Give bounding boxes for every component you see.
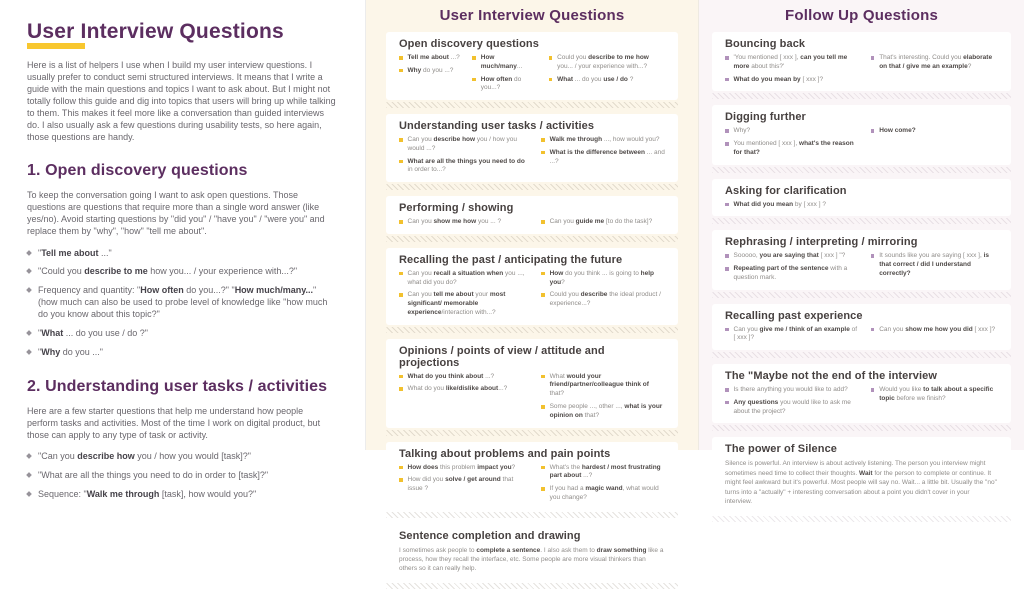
bullet-marker-icon bbox=[725, 267, 729, 271]
card-heading: Bouncing back bbox=[725, 38, 806, 50]
card-columns bbox=[725, 127, 998, 157]
card-block bbox=[712, 437, 1011, 521]
card-column bbox=[725, 201, 998, 210]
bullet-marker-icon bbox=[399, 478, 403, 482]
card-column bbox=[399, 270, 529, 318]
bullet-marker-icon bbox=[541, 487, 545, 491]
question-text: How do you think ... is going to help you? bbox=[549, 269, 655, 286]
bullet-marker-icon bbox=[399, 138, 403, 142]
hatch-divider bbox=[386, 184, 678, 190]
middle-page-title-wrap bbox=[386, 7, 678, 25]
question-bullet bbox=[549, 76, 665, 85]
bullet-marker-icon bbox=[725, 388, 729, 392]
card-heading: Asking for clarification bbox=[725, 184, 847, 197]
card-block bbox=[386, 442, 678, 518]
card-paragraph: I sometimes ask people to complete a sentence. I also ask them to draw something like a process, how they recall the interface, etc. Some people are more visual thinkers than others so it can really help. bbox=[399, 546, 664, 573]
question-bullet bbox=[871, 326, 998, 335]
bullet-marker-icon bbox=[26, 491, 32, 497]
bullet-marker-icon bbox=[725, 203, 729, 207]
bullet-marker-icon bbox=[399, 272, 403, 276]
question-bullet bbox=[399, 54, 460, 63]
card-column bbox=[541, 373, 665, 421]
card-heading: Recalling past experience bbox=[725, 309, 863, 322]
question-text: Can you give me / think of an example of [ xxx ]? bbox=[733, 325, 858, 342]
card-heading: Talking about problems and pain points bbox=[399, 447, 611, 460]
hatch-divider bbox=[712, 93, 1011, 99]
question-bullet bbox=[871, 127, 998, 136]
card-column bbox=[871, 127, 998, 157]
question-bullet bbox=[871, 386, 998, 404]
question-bullet bbox=[541, 291, 665, 309]
card-columns bbox=[725, 326, 998, 344]
card-columns bbox=[399, 270, 665, 318]
bullet-marker-icon bbox=[725, 401, 729, 405]
question-text: Would you like to talk about a specific topic before we finish? bbox=[879, 386, 994, 402]
bullet-marker-icon bbox=[871, 388, 875, 392]
bullet-marker-icon bbox=[26, 453, 32, 459]
hatch-divider bbox=[712, 352, 1011, 358]
bullet-marker-icon bbox=[541, 466, 545, 470]
bullet-marker-icon bbox=[541, 293, 545, 297]
card-column bbox=[541, 270, 665, 318]
question-bullet bbox=[725, 399, 859, 417]
question-text: Some people ..., other ..., what is your opinion on that? bbox=[549, 403, 663, 419]
bullet-marker-icon bbox=[549, 56, 553, 60]
left-section bbox=[27, 378, 336, 501]
card-heading: Recalling the past / anticipating the future bbox=[399, 253, 623, 266]
question-text: What did you mean by [ xxx ] ? bbox=[733, 200, 826, 208]
bullet-marker-icon bbox=[26, 472, 32, 478]
intro-paragraph: Here is a list of helpers I use when I build my user interview questions. I usually prefer to conduct semi structured interviews. It means that I write a guide with the main questions and topics I want to ask about. But I might not totally follow this guide and dig into topics that users will bring up while talking to them. This makes it feel more like a conversation than guided interviews do. I also usually ask a few questions during usability tests, so here again, those questions are handy. bbox=[27, 60, 336, 143]
question-text: How much/many... bbox=[480, 54, 523, 70]
middle-cards bbox=[386, 32, 678, 589]
card-column bbox=[399, 373, 529, 421]
card-block bbox=[712, 230, 1011, 297]
list-item bbox=[27, 248, 336, 260]
bullet-marker-icon bbox=[871, 328, 875, 332]
question-card bbox=[386, 32, 678, 100]
bullet-marker-icon bbox=[725, 56, 729, 60]
middle-page bbox=[366, 0, 699, 573]
list-item-text: "Can you describe how you / how you would [task]?" bbox=[38, 450, 251, 461]
middle-page-title bbox=[440, 7, 625, 24]
question-text: Can you tell me about your most significant/ memorable experience/interaction with...? bbox=[407, 291, 506, 316]
card-column bbox=[472, 54, 536, 93]
question-text: What is the difference between ... and ...? bbox=[549, 148, 665, 165]
question-bullet bbox=[725, 54, 859, 72]
bullet-marker-icon bbox=[725, 328, 729, 332]
question-bullet bbox=[541, 149, 665, 167]
question-bullet bbox=[541, 403, 665, 421]
section-bullets bbox=[27, 248, 336, 359]
question-text: You mentioned [ xxx ], what's the reason for that? bbox=[733, 140, 854, 156]
question-card bbox=[712, 230, 1011, 289]
bullet-marker-icon bbox=[472, 56, 476, 60]
bullet-marker-icon bbox=[725, 129, 729, 133]
hatch-divider bbox=[386, 512, 678, 518]
question-bullet bbox=[541, 218, 665, 227]
card-column bbox=[541, 136, 665, 175]
bullet-marker-icon bbox=[399, 160, 403, 164]
bullet-marker-icon bbox=[871, 129, 875, 133]
list-item-text: "Could you describe to me how you... / your experience with...?" bbox=[38, 266, 298, 277]
question-bullet bbox=[399, 291, 529, 317]
question-text: Repeating part of the sentence with a question mark. bbox=[733, 265, 848, 281]
question-bullet bbox=[725, 140, 859, 158]
question-text: It sounds like you are saying [ xxx ], is that correct / did I understand correctly? bbox=[879, 252, 990, 277]
card-columns bbox=[725, 386, 998, 416]
question-bullet bbox=[399, 218, 529, 227]
question-text: Why? bbox=[733, 127, 751, 135]
card-column bbox=[871, 252, 998, 282]
list-item bbox=[27, 470, 336, 482]
right-page-title-text: Follow Up Questions bbox=[785, 7, 938, 24]
card-heading: Performing / showing bbox=[399, 202, 514, 215]
question-bullet bbox=[399, 67, 460, 76]
question-text: How often do you...? bbox=[480, 75, 522, 92]
card-block bbox=[712, 364, 1011, 431]
question-text: What ... do you use / do ? bbox=[557, 75, 634, 83]
question-text: Is there anything you would like to add? bbox=[733, 386, 848, 394]
card-column bbox=[871, 386, 998, 416]
question-text: Why do you ...? bbox=[407, 66, 454, 74]
bullet-marker-icon bbox=[399, 220, 403, 224]
question-bullet bbox=[725, 252, 859, 261]
left-page bbox=[0, 0, 366, 499]
list-item bbox=[27, 347, 336, 359]
question-bullet bbox=[399, 136, 529, 154]
question-text: What do you mean by [ xxx ]? bbox=[733, 75, 824, 83]
page-title: User Interview Questions bbox=[27, 20, 284, 43]
card-heading: Open discovery questions bbox=[399, 38, 539, 50]
question-bullet bbox=[725, 386, 859, 395]
bullet-marker-icon bbox=[26, 269, 32, 275]
bullet-marker-icon bbox=[541, 375, 545, 379]
card-columns bbox=[399, 54, 665, 93]
question-text: Walk me through ..., how would you? bbox=[549, 136, 660, 144]
question-bullet bbox=[399, 158, 529, 176]
question-bullet bbox=[871, 54, 998, 72]
question-bullet bbox=[541, 270, 665, 288]
bullet-marker-icon bbox=[399, 466, 403, 470]
bullet-marker-icon bbox=[541, 220, 545, 224]
card-heading: Sentence completion and drawing bbox=[399, 529, 581, 542]
list-item-text: "Why do you ..." bbox=[38, 346, 103, 357]
card-column bbox=[399, 54, 460, 93]
bullet-marker-icon bbox=[541, 272, 545, 276]
bullet-marker-icon bbox=[541, 151, 545, 155]
card-block bbox=[386, 32, 678, 108]
bullet-marker-icon bbox=[541, 405, 545, 409]
card-heading: Digging further bbox=[725, 111, 806, 124]
bullet-marker-icon bbox=[725, 254, 729, 258]
question-card bbox=[386, 524, 678, 581]
question-card bbox=[712, 32, 1011, 91]
hatch-divider bbox=[712, 167, 1011, 173]
question-text: How does this problem impact you? bbox=[407, 463, 516, 471]
section-body: To keep the conversation going I want to ask open questions. Those questions are questions that require more than a single word answer (like yes/no). Avoid starting questions by "did you" / "have you" / "were you" and replace them by "why", "how" "tell me about". bbox=[27, 190, 325, 237]
list-item bbox=[27, 328, 336, 340]
question-text: Can you show me how you did [ xxx ]? bbox=[879, 325, 996, 333]
card-columns bbox=[725, 54, 998, 84]
hatch-divider bbox=[712, 516, 1011, 522]
bullet-marker-icon bbox=[26, 287, 32, 293]
card-column bbox=[399, 218, 529, 227]
card-column bbox=[725, 326, 859, 344]
list-item bbox=[27, 489, 336, 501]
question-text: Tell me about ...? bbox=[407, 54, 460, 61]
card-block bbox=[712, 32, 1011, 99]
question-bullet bbox=[871, 252, 998, 278]
question-card bbox=[712, 105, 1011, 164]
card-column bbox=[725, 386, 859, 416]
question-bullet bbox=[399, 270, 529, 288]
bullet-marker-icon bbox=[399, 293, 403, 297]
section-body: Here are a few starter questions that help me understand how people perform tasks and activities. Most of the time I work on digital product, but those can apply to any type of task or activity. bbox=[27, 405, 321, 440]
card-block bbox=[712, 179, 1011, 225]
bullet-marker-icon bbox=[26, 250, 32, 256]
question-bullet bbox=[725, 76, 859, 85]
section-heading: 1. Open discovery questions bbox=[27, 162, 248, 180]
question-bullet bbox=[549, 54, 665, 72]
question-text: How come? bbox=[879, 127, 916, 135]
question-text: Sooooo, you are saying that [ xxx ] "? bbox=[733, 252, 846, 260]
hatch-divider bbox=[386, 327, 678, 333]
card-block bbox=[386, 339, 678, 436]
question-card bbox=[386, 114, 678, 182]
hatch-divider bbox=[386, 583, 678, 589]
hatch-divider bbox=[712, 218, 1011, 224]
list-item bbox=[27, 266, 336, 278]
question-text: Could you describe to me how you... / your experience with...? bbox=[557, 54, 649, 70]
card-heading: The "Maybe not the end of the interview bbox=[725, 370, 938, 383]
question-bullet bbox=[725, 127, 859, 136]
question-bullet bbox=[541, 485, 665, 503]
card-column bbox=[399, 136, 529, 175]
question-bullet bbox=[399, 476, 529, 494]
question-text: What are all the things you need to do in order to...? bbox=[407, 157, 525, 174]
question-card bbox=[712, 304, 1011, 351]
question-bullet bbox=[725, 201, 998, 210]
question-text: Can you recall a situation when you ..., what did you do? bbox=[407, 269, 525, 286]
card-column bbox=[725, 54, 859, 84]
card-columns bbox=[399, 136, 665, 175]
question-text: If you had a magic wand, what would you change? bbox=[549, 485, 659, 501]
question-bullet bbox=[541, 136, 665, 145]
question-bullet bbox=[399, 385, 529, 394]
question-text: What do you think about ...? bbox=[407, 372, 495, 380]
question-card bbox=[386, 196, 678, 234]
bullet-marker-icon bbox=[399, 375, 403, 379]
question-text: That's interesting. Could you elaborate on that / give me an example? bbox=[879, 54, 993, 70]
hatch-divider bbox=[712, 292, 1011, 298]
question-text: Can you show me how you ... ? bbox=[407, 218, 502, 226]
question-text: Could you describe the ideal product / experience...? bbox=[549, 291, 661, 308]
card-paragraph: Silence is powerful. An interview is about actively listening. The person you interview might sometimes need time to collect their thoughts. Wait for the person to complete or continue. It might feel awkward but it's powerful. Most people will say no. Wait... a little bit. Usually the "no" turns into a "actually" + interesting conversation about a point you didn't cover in your interview. bbox=[725, 460, 997, 506]
card-column bbox=[725, 252, 859, 282]
bullet-marker-icon bbox=[541, 138, 545, 142]
question-card bbox=[386, 442, 678, 510]
section-heading: 2. Understanding user tasks / activities bbox=[27, 377, 328, 395]
list-item-text: "What ... do you use / do ?" bbox=[38, 327, 148, 338]
hatch-divider bbox=[386, 102, 678, 108]
card-block bbox=[386, 248, 678, 333]
card-block bbox=[386, 524, 678, 589]
card-column bbox=[549, 54, 665, 93]
question-bullet bbox=[399, 464, 529, 473]
bullet-marker-icon bbox=[871, 56, 875, 60]
question-text: Any questions you would like to ask me about the project? bbox=[733, 398, 851, 415]
bullet-marker-icon bbox=[472, 78, 476, 82]
card-column bbox=[871, 326, 998, 344]
card-block bbox=[386, 114, 678, 190]
left-sections bbox=[27, 162, 336, 500]
card-heading: Opinions / points of view / attitude and projections bbox=[399, 344, 605, 369]
bullet-marker-icon bbox=[399, 387, 403, 391]
question-bullet bbox=[725, 326, 859, 344]
card-column bbox=[541, 464, 665, 503]
bullet-marker-icon bbox=[26, 349, 32, 355]
question-text: What's the hardest / most frustrating part about ...? bbox=[549, 463, 661, 480]
bullet-marker-icon bbox=[725, 142, 729, 146]
bullet-marker-icon bbox=[871, 254, 875, 258]
middle-page-title-text: User Interview Questions bbox=[439, 7, 625, 24]
bullet-marker-icon bbox=[399, 69, 403, 73]
hatch-divider bbox=[386, 430, 678, 436]
question-card bbox=[712, 364, 1011, 423]
question-bullet bbox=[725, 265, 859, 283]
card-column bbox=[725, 127, 859, 157]
list-item bbox=[27, 451, 336, 463]
question-card bbox=[386, 339, 678, 428]
bullet-marker-icon bbox=[725, 78, 729, 82]
list-item-text: Sequence: "Walk me through [task], how would you?" bbox=[38, 488, 257, 499]
question-bullet bbox=[541, 373, 665, 399]
question-text: What would your friend/partner/colleague think of that? bbox=[549, 372, 649, 398]
card-column bbox=[541, 218, 665, 227]
list-item-text: "Tell me about ..." bbox=[38, 247, 112, 258]
card-heading: Rephrasing / interpreting / mirroring bbox=[725, 236, 918, 249]
question-bullet bbox=[472, 76, 536, 94]
card-heading: Understanding user tasks / activities bbox=[399, 120, 595, 133]
right-page bbox=[699, 0, 1024, 506]
question-text: What do you like/dislike about...? bbox=[407, 385, 508, 393]
list-item bbox=[27, 285, 336, 321]
hatch-divider bbox=[386, 236, 678, 242]
question-text: Can you guide me [to do the task]? bbox=[549, 218, 653, 226]
list-item-text: Frequency and quantity: "How often do you...?" "How much/many..." (how much can also be used to probe level of knowledge like "how much do you know about this topic?" bbox=[38, 285, 328, 320]
card-column bbox=[399, 464, 529, 503]
question-bullet bbox=[472, 54, 536, 72]
question-card bbox=[712, 437, 1011, 513]
list-item-text: "What are all the things you need to do in order to [task]?" bbox=[38, 469, 269, 480]
card-column bbox=[871, 54, 998, 84]
left-page-title-wrap bbox=[27, 20, 284, 44]
card-block bbox=[712, 304, 1011, 359]
card-columns bbox=[399, 218, 665, 227]
question-bullet bbox=[541, 464, 665, 482]
card-columns bbox=[725, 201, 998, 210]
question-card bbox=[712, 179, 1011, 217]
question-card bbox=[386, 248, 678, 325]
bullet-marker-icon bbox=[399, 56, 403, 60]
question-text: Can you describe how you / how you would ...? bbox=[407, 136, 517, 152]
card-columns bbox=[399, 464, 665, 503]
right-page-title bbox=[785, 7, 938, 24]
question-bullet bbox=[399, 373, 529, 382]
question-text: 'You mentioned [ xxx ], can you tell me more about this?' bbox=[733, 54, 848, 70]
card-columns bbox=[399, 373, 665, 421]
hatch-divider bbox=[712, 425, 1011, 431]
bullet-marker-icon bbox=[26, 330, 32, 336]
card-block bbox=[712, 105, 1011, 172]
bullet-marker-icon bbox=[549, 78, 553, 82]
card-block bbox=[386, 196, 678, 242]
section-bullets bbox=[27, 451, 336, 501]
left-section bbox=[27, 162, 336, 358]
card-columns bbox=[725, 252, 998, 282]
right-page-title-wrap bbox=[712, 7, 1011, 25]
card-heading: The power of Silence bbox=[725, 443, 838, 456]
question-text: How did you solve / get around that issue ? bbox=[407, 476, 514, 493]
right-cards bbox=[712, 32, 1011, 522]
